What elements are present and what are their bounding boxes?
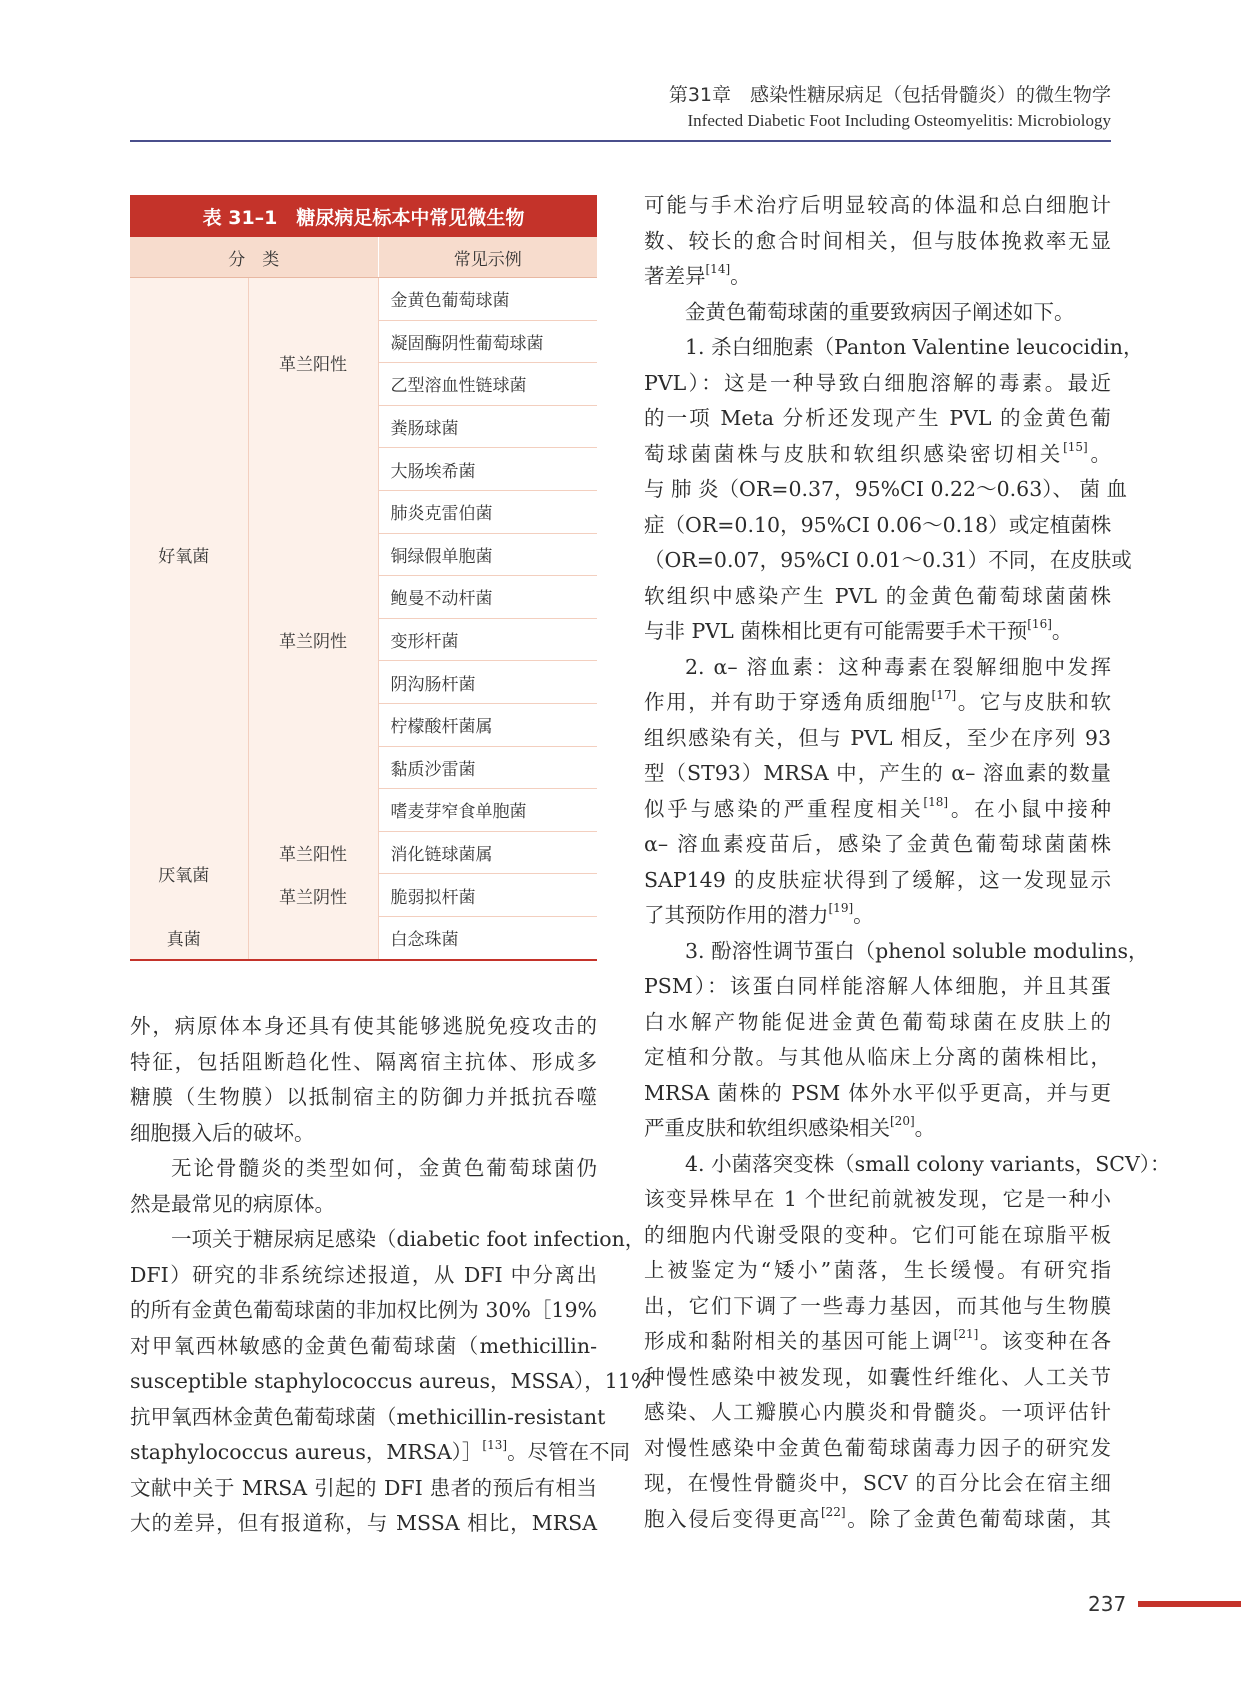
table-cell-example: 金黄色葡萄球菌 <box>378 278 597 321</box>
page-number: 237 <box>1088 1592 1127 1616</box>
column-header-category: 分 类 <box>130 237 378 278</box>
microbe-table-grid <box>130 237 597 959</box>
citation: [16] <box>1027 617 1052 632</box>
table-cell-example: 脆弱拟杆菌 <box>378 874 597 917</box>
subcategory-gram-positive: 革兰阳性 <box>248 278 378 448</box>
citation: [15] <box>1063 439 1088 454</box>
citation: [18] <box>923 794 949 809</box>
right-column-text: 可能与手术治疗后明显较高的体温和总白细胞计 数、较长的愈合时间相关，但与肢体挽救率无显 著差异[14]。 金黄色葡萄球菌的重要致病因子阐述如下。 1. 杀白细胞素（Panton Valentine leucocidin， PVL）：这是一种导致白细胞溶解的毒素。最近 的一项 Meta 分析还发现产生 PVL 的金黄色葡 萄球菌菌株与皮肤和软组织感染密切相关[15]。 与 肺 炎（OR=0.37，95%CI 0.22～0.63）、 菌 血 症（OR=0.10，95%CI 0.06～0.18）或定植菌株 （OR=0.07，95%CI 0.01～0.31）不同，在皮肤或 软组织中感染产生 PVL 的金黄色葡萄球菌菌株 与非 PVL 菌株相比更有可能需要手术干预[16]。 2. α– 溶血素：这种毒素在裂解细胞中发挥 作用，并有助于穿透角质细胞[17]。它与皮肤和软 组织感染有关，但与 PVL 相反，至少在序列 93 型（ST93）MRSA 中，产生的 α– 溶血素的数量 似乎与感染的严重程度相关[18]。在小鼠中接种 α– 溶血素疫苗后，感染了金黄色葡萄球菌菌株 SAP149 的皮肤症状得到了缓解，这一发现显示 了其预防作用的潜力[19]。 3. 酚溶性调节蛋白（phenol soluble modulins， PSM）：该蛋白同样能溶解人体细胞，并且其蛋 白水解产物能促进金黄色葡萄球菌在皮肤上的 定植和分散。与其他从临床上分离的菌株相比， MRSA 菌株的 PSM 体外水平似乎更高，并与更 严重皮肤和软组织感染相关[20]。 4. 小菌落突变株（small colony variants，SCV）： 该变异株早在 1 个世纪前就被发现，它是一种小 的细胞内代谢受限的变种。它们可能在琼脂平板 上被鉴定为“矮小”菌落，生长缓慢。有研究指 出，它们下调了一些毒力基因，而其他与生物膜 形成和黏附相关的基因可能上调[21]。该变种在各 种慢性感染中被发现，如囊性纤维化、人工关节 感染、人工瓣膜心内膜炎和骨髓炎。一项评估针 对慢性感染中金黄色葡萄球菌毒力因子的研究发 现，在慢性骨髓炎中，SCV 的百分比会在宿主细 胞入侵后变得更高[22]。除了金黄色葡萄球菌，其 <box>644 193 1171 1531</box>
category-fungi: 真菌 <box>130 916 248 958</box>
subcategory-gram-negative: 革兰阴性 <box>248 448 378 831</box>
microbe-table <box>130 195 597 961</box>
left-paragraph-1: 外，病原体本身还具有使其能够逃脱免疫攻击的 特征，包括阻断趋化性、隔离宿主抗体、形成多 糖膜（生物膜）以抵制宿主的防御力并抵抗吞噬 细胞摄入后的破坏。 无论骨髓炎的类型如何，金黄色葡萄球菌仍 然是最常见的病原体。 一项关于糖尿病足感染（diabetic foot infection， DFI）研究的非系统综述报道，从 DFI 中分离出 的所有金黄色葡萄球菌的非加权比例为 30%［19% 对甲氧西林敏感的金黄色葡萄球菌（methicillin- susceptible staphylococcus aureus，MSSA），11% 抗甲氧西林金黄色葡萄球菌（methicillin-resistant staphylococcus aureus，MRSA）］[13]。尽管在不同 文献中关于 MRSA 引起的 DFI 患者的预后有相当 大的差异，但有报道称，与 MSSA 相比，MRSA <box>130 1014 651 1535</box>
subcategory-empty <box>248 916 378 958</box>
header-divider <box>130 140 1111 142</box>
table-cell-example: 铜绿假单胞菌 <box>378 533 597 576</box>
table-cell-example: 消化链球菌属 <box>378 831 597 874</box>
table-cell-example: 嗜麦芽窄食单胞菌 <box>378 789 597 832</box>
chapter-title-en: Infected Diabetic Foot Including Osteomyelitis: Microbiology <box>687 111 1111 130</box>
citation: [20] <box>890 1114 915 1129</box>
category-anaerobic: 厌氧菌 <box>130 831 248 916</box>
category-aerobic: 好氧菌 <box>130 278 248 832</box>
table-bottom-rule <box>130 959 597 961</box>
table-cell-example: 鲍曼不动杆菌 <box>378 576 597 619</box>
table-cell-example: 大肠埃希菌 <box>378 448 597 491</box>
citation: [21] <box>953 1327 979 1342</box>
citation: [17] <box>931 688 957 703</box>
subcategory-gram-positive: 革兰阳性 <box>248 831 378 874</box>
citation: [13] <box>482 1438 508 1453</box>
table-cell-example: 白念珠菌 <box>378 916 597 958</box>
citation: [19] <box>828 901 854 916</box>
table-cell-example: 凝固酶阴性葡萄球菌 <box>378 320 597 363</box>
citation: [14] <box>705 262 731 277</box>
table-cell-example: 阴沟肠杆菌 <box>378 661 597 704</box>
column-header-examples: 常见示例 <box>378 237 597 278</box>
page-number-bar <box>1138 1601 1241 1607</box>
citation: [22] <box>820 1504 846 1519</box>
table-cell-example: 肺炎克雷伯菌 <box>378 490 597 533</box>
table-title: 表 31–1 糖尿病足标本中常见微生物 <box>130 195 597 237</box>
table-cell-example: 乙型溶血性链球菌 <box>378 363 597 406</box>
subcategory-gram-negative: 革兰阴性 <box>248 874 378 917</box>
table-cell-example: 粪肠球菌 <box>378 405 597 448</box>
table-cell-example: 变形杆菌 <box>378 618 597 661</box>
table-cell-example: 黏质沙雷菌 <box>378 746 597 789</box>
table-cell-example: 柠檬酸杆菌属 <box>378 703 597 746</box>
chapter-title-cn: 第31章 感染性糖尿病足（包括骨髓炎）的微生物学 <box>668 84 1111 106</box>
